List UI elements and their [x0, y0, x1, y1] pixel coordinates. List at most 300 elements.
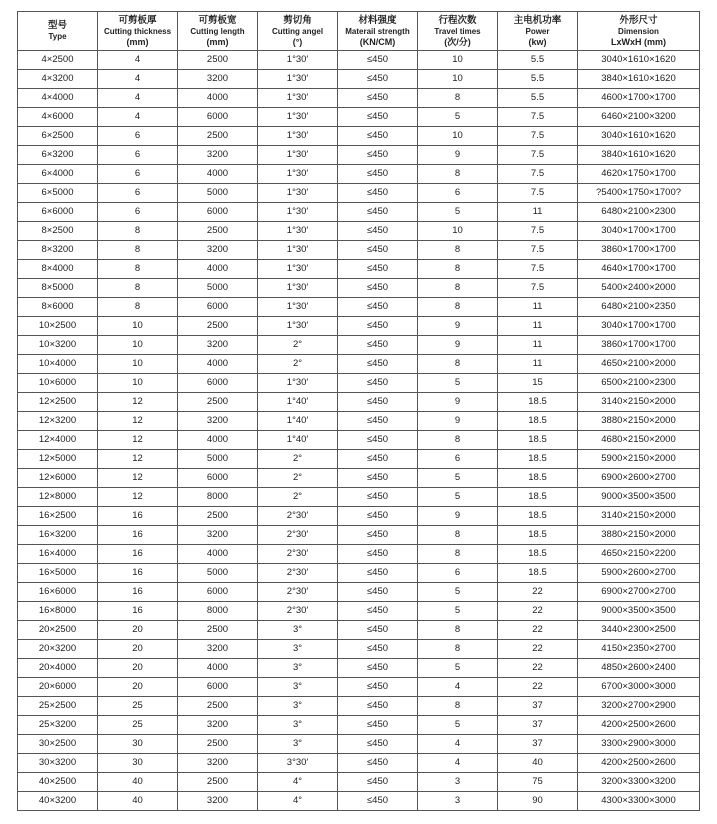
cell-cutting-length: 3200: [178, 241, 258, 260]
cell-cutting-thickness: 16: [98, 602, 178, 621]
table-row: [18, 792, 700, 811]
cell-travel-times: 5: [418, 602, 498, 621]
cell-cutting-length: 2500: [178, 735, 258, 754]
cell-cutting-length: 4000: [178, 659, 258, 678]
cell-cutting-length: 2500: [178, 393, 258, 412]
cell-material-strength: ≤450: [338, 735, 418, 754]
cell-cutting-angle: 3°: [258, 640, 338, 659]
cell-type: 4×2500: [18, 51, 98, 70]
cell-dimension: 3860×1700×1700: [578, 336, 700, 355]
header-cutting-angle-en: Cutting angel: [271, 26, 324, 36]
cell-material-strength: ≤450: [338, 564, 418, 583]
cell-power: 22: [498, 678, 578, 697]
cell-travel-times: 10: [418, 222, 498, 241]
cell-cutting-thickness: 16: [98, 545, 178, 564]
table-header: [18, 12, 700, 51]
table-row: [18, 317, 700, 336]
table-row: [18, 241, 700, 260]
cell-travel-times: 8: [418, 279, 498, 298]
cell-cutting-thickness: 16: [98, 564, 178, 583]
cell-material-strength: ≤450: [338, 412, 418, 431]
cell-type: 16×3200: [18, 526, 98, 545]
cell-power: 37: [498, 716, 578, 735]
cell-cutting-angle: 4°: [258, 773, 338, 792]
cell-power: 18.5: [498, 431, 578, 450]
header-power-en: Power: [525, 26, 550, 36]
cell-cutting-angle: 2°: [258, 336, 338, 355]
table-row: [18, 488, 700, 507]
cell-cutting-thickness: 20: [98, 621, 178, 640]
cell-dimension: 4150×2350×2700: [578, 640, 700, 659]
cell-travel-times: 8: [418, 298, 498, 317]
cell-dimension: 4620×1750×1700: [578, 165, 700, 184]
cell-cutting-angle: 1°30′: [258, 70, 338, 89]
table-row: [18, 469, 700, 488]
cell-cutting-angle: 1°30′: [258, 279, 338, 298]
cell-cutting-length: 4000: [178, 260, 258, 279]
table-row: [18, 716, 700, 735]
table-row: [18, 602, 700, 621]
table-row: [18, 70, 700, 89]
cell-travel-times: 8: [418, 355, 498, 374]
cell-dimension: 3840×1610×1620: [578, 70, 700, 89]
cell-travel-times: 6: [418, 564, 498, 583]
cell-dimension: 3140×2150×2000: [578, 507, 700, 526]
header-cutting-thickness-unit: (mm): [126, 36, 149, 47]
cell-power: 18.5: [498, 393, 578, 412]
cell-power: 5.5: [498, 89, 578, 108]
cell-cutting-angle: 2°30′: [258, 526, 338, 545]
cell-travel-times: 9: [418, 393, 498, 412]
cell-material-strength: ≤450: [338, 165, 418, 184]
cell-type: 16×6000: [18, 583, 98, 602]
cell-material-strength: ≤450: [338, 583, 418, 602]
cell-type: 20×2500: [18, 621, 98, 640]
cell-cutting-thickness: 6: [98, 184, 178, 203]
header-cutting-angle-unit: (°): [292, 36, 303, 47]
cell-cutting-angle: 1°30′: [258, 222, 338, 241]
cell-cutting-length: 4000: [178, 89, 258, 108]
header-power-zh: 主电机功率: [513, 14, 562, 26]
cell-travel-times: 6: [418, 450, 498, 469]
cell-travel-times: 6: [418, 184, 498, 203]
cell-material-strength: ≤450: [338, 203, 418, 222]
cell-cutting-thickness: 6: [98, 146, 178, 165]
cell-power: 18.5: [498, 450, 578, 469]
table-row: [18, 336, 700, 355]
cell-travel-times: 8: [418, 621, 498, 640]
table-row: [18, 773, 700, 792]
cell-cutting-thickness: 25: [98, 716, 178, 735]
cell-cutting-thickness: 16: [98, 583, 178, 602]
cell-cutting-thickness: 40: [98, 792, 178, 811]
cell-power: 7.5: [498, 241, 578, 260]
cell-type: 12×4000: [18, 431, 98, 450]
cell-travel-times: 9: [418, 146, 498, 165]
cell-cutting-thickness: 8: [98, 260, 178, 279]
cell-type: 10×2500: [18, 317, 98, 336]
cell-cutting-angle: 3°: [258, 678, 338, 697]
cell-dimension: 4200×2500×2600: [578, 716, 700, 735]
cell-material-strength: ≤450: [338, 621, 418, 640]
cell-material-strength: ≤450: [338, 393, 418, 412]
table-row: [18, 393, 700, 412]
cell-power: 22: [498, 659, 578, 678]
header-power: [498, 12, 578, 51]
cell-type: 6×5000: [18, 184, 98, 203]
cell-travel-times: 8: [418, 526, 498, 545]
cell-material-strength: ≤450: [338, 526, 418, 545]
cell-travel-times: 5: [418, 108, 498, 127]
cell-cutting-angle: 4°: [258, 792, 338, 811]
cell-cutting-length: 5000: [178, 184, 258, 203]
table-row: [18, 146, 700, 165]
cell-power: 37: [498, 735, 578, 754]
header-power-unit: (kw): [528, 36, 547, 47]
cell-cutting-length: 2500: [178, 507, 258, 526]
cell-type: 20×3200: [18, 640, 98, 659]
cell-type: 40×2500: [18, 773, 98, 792]
table-row: [18, 583, 700, 602]
cell-dimension: 6480×2100×2350: [578, 298, 700, 317]
cell-travel-times: 8: [418, 89, 498, 108]
cell-cutting-thickness: 8: [98, 241, 178, 260]
cell-cutting-thickness: 12: [98, 412, 178, 431]
cell-power: 75: [498, 773, 578, 792]
cell-power: 11: [498, 336, 578, 355]
cell-cutting-thickness: 10: [98, 317, 178, 336]
cell-cutting-thickness: 30: [98, 735, 178, 754]
cell-cutting-length: 6000: [178, 108, 258, 127]
cell-dimension: 3200×2700×2900: [578, 697, 700, 716]
cell-type: 12×5000: [18, 450, 98, 469]
cell-power: 18.5: [498, 412, 578, 431]
header-dimension-en: Dimension: [618, 26, 659, 36]
header-dimension-unit: LxWxH (mm): [610, 36, 666, 47]
cell-travel-times: 8: [418, 697, 498, 716]
table-row: [18, 735, 700, 754]
cell-cutting-thickness: 4: [98, 108, 178, 127]
header-material-strength-unit: (KN/CM): [359, 36, 396, 47]
cell-type: 20×6000: [18, 678, 98, 697]
cell-cutting-thickness: 40: [98, 773, 178, 792]
cell-material-strength: ≤450: [338, 108, 418, 127]
cell-cutting-angle: 3°: [258, 716, 338, 735]
cell-power: 7.5: [498, 108, 578, 127]
cell-cutting-length: 6000: [178, 469, 258, 488]
cell-dimension: ?5400×1750×1700?: [578, 184, 700, 203]
cell-cutting-thickness: 16: [98, 526, 178, 545]
cell-cutting-angle: 1°30′: [258, 241, 338, 260]
cell-cutting-length: 2500: [178, 317, 258, 336]
cell-cutting-angle: 2°30′: [258, 564, 338, 583]
cell-type: 16×2500: [18, 507, 98, 526]
cell-type: 4×3200: [18, 70, 98, 89]
cell-material-strength: ≤450: [338, 792, 418, 811]
cell-power: 5.5: [498, 51, 578, 70]
cell-cutting-angle: 1°40′: [258, 412, 338, 431]
cell-type: 4×4000: [18, 89, 98, 108]
cell-cutting-thickness: 10: [98, 355, 178, 374]
cell-cutting-thickness: 20: [98, 678, 178, 697]
header-row: [18, 12, 700, 51]
header-cutting-angle: [258, 12, 338, 51]
cell-type: 6×2500: [18, 127, 98, 146]
cell-cutting-angle: 1°30′: [258, 146, 338, 165]
table-row: [18, 545, 700, 564]
cell-cutting-length: 2500: [178, 697, 258, 716]
cell-cutting-length: 8000: [178, 488, 258, 507]
header-travel-times: [418, 12, 498, 51]
cell-power: 11: [498, 355, 578, 374]
cell-cutting-thickness: 12: [98, 469, 178, 488]
cell-power: 18.5: [498, 507, 578, 526]
cell-power: 15: [498, 374, 578, 393]
cell-travel-times: 5: [418, 469, 498, 488]
table-row: [18, 279, 700, 298]
cell-cutting-thickness: 25: [98, 697, 178, 716]
cell-dimension: 4680×2150×2000: [578, 431, 700, 450]
cell-material-strength: ≤450: [338, 70, 418, 89]
cell-cutting-angle: 1°30′: [258, 127, 338, 146]
cell-material-strength: ≤450: [338, 716, 418, 735]
cell-power: 37: [498, 697, 578, 716]
cell-cutting-angle: 1°30′: [258, 374, 338, 393]
cell-cutting-angle: 1°40′: [258, 393, 338, 412]
cell-cutting-thickness: 8: [98, 279, 178, 298]
cell-cutting-angle: 1°30′: [258, 165, 338, 184]
table-row: [18, 260, 700, 279]
cell-material-strength: ≤450: [338, 279, 418, 298]
table-row: [18, 507, 700, 526]
cell-dimension: 4200×2500×2600: [578, 754, 700, 773]
cell-power: 22: [498, 602, 578, 621]
cell-cutting-thickness: 12: [98, 488, 178, 507]
cell-type: 4×6000: [18, 108, 98, 127]
cell-cutting-length: 6000: [178, 678, 258, 697]
table-row: [18, 127, 700, 146]
cell-material-strength: ≤450: [338, 545, 418, 564]
cell-cutting-thickness: 12: [98, 450, 178, 469]
cell-type: 8×2500: [18, 222, 98, 241]
cell-power: 22: [498, 621, 578, 640]
cell-power: 7.5: [498, 127, 578, 146]
cell-dimension: 3040×1610×1620: [578, 127, 700, 146]
cell-material-strength: ≤450: [338, 450, 418, 469]
cell-cutting-length: 5000: [178, 450, 258, 469]
cell-dimension: 4850×2600×2400: [578, 659, 700, 678]
table-row: [18, 108, 700, 127]
cell-dimension: 3440×2300×2500: [578, 621, 700, 640]
cell-dimension: 5900×2150×2000: [578, 450, 700, 469]
cell-power: 18.5: [498, 488, 578, 507]
cell-cutting-thickness: 20: [98, 640, 178, 659]
cell-dimension: 6460×2100×3200: [578, 108, 700, 127]
cell-travel-times: 9: [418, 336, 498, 355]
cell-material-strength: ≤450: [338, 374, 418, 393]
cell-cutting-angle: 1°40′: [258, 431, 338, 450]
cell-type: 30×3200: [18, 754, 98, 773]
table-row: [18, 697, 700, 716]
cell-material-strength: ≤450: [338, 336, 418, 355]
cell-material-strength: ≤450: [338, 146, 418, 165]
cell-material-strength: ≤450: [338, 773, 418, 792]
cell-travel-times: 9: [418, 412, 498, 431]
cell-dimension: 4300×3300×3000: [578, 792, 700, 811]
cell-travel-times: 8: [418, 431, 498, 450]
cell-cutting-angle: 3°30′: [258, 754, 338, 773]
table-row: [18, 564, 700, 583]
cell-cutting-thickness: 4: [98, 70, 178, 89]
cell-type: 40×3200: [18, 792, 98, 811]
cell-type: 30×2500: [18, 735, 98, 754]
cell-dimension: 3880×2150×2000: [578, 412, 700, 431]
header-dimension: [578, 12, 700, 51]
cell-dimension: 3840×1610×1620: [578, 146, 700, 165]
cell-material-strength: ≤450: [338, 754, 418, 773]
cell-cutting-angle: 2°30′: [258, 583, 338, 602]
spec-table: [17, 11, 700, 811]
table-row: [18, 203, 700, 222]
cell-type: 12×8000: [18, 488, 98, 507]
cell-cutting-angle: 2°30′: [258, 545, 338, 564]
cell-power: 90: [498, 792, 578, 811]
cell-dimension: 6900×2700×2700: [578, 583, 700, 602]
cell-cutting-length: 4000: [178, 355, 258, 374]
cell-dimension: 3300×2900×3000: [578, 735, 700, 754]
cell-material-strength: ≤450: [338, 488, 418, 507]
cell-material-strength: ≤450: [338, 184, 418, 203]
cell-cutting-length: 2500: [178, 222, 258, 241]
cell-cutting-length: 3200: [178, 70, 258, 89]
header-material-strength-en: Materail strength: [345, 26, 410, 36]
cell-travel-times: 4: [418, 735, 498, 754]
cell-cutting-angle: 1°30′: [258, 317, 338, 336]
cell-cutting-thickness: 30: [98, 754, 178, 773]
header-cutting-length-zh: 可剪板宽: [198, 14, 237, 26]
cell-cutting-length: 3200: [178, 146, 258, 165]
cell-cutting-angle: 1°30′: [258, 51, 338, 70]
cell-travel-times: 8: [418, 545, 498, 564]
cell-power: 18.5: [498, 526, 578, 545]
cell-power: 7.5: [498, 165, 578, 184]
cell-power: 11: [498, 298, 578, 317]
cell-material-strength: ≤450: [338, 298, 418, 317]
cell-dimension: 3860×1700×1700: [578, 241, 700, 260]
cell-travel-times: 8: [418, 165, 498, 184]
cell-material-strength: ≤450: [338, 678, 418, 697]
cell-power: 40: [498, 754, 578, 773]
table-body: [18, 51, 700, 811]
cell-travel-times: 4: [418, 754, 498, 773]
cell-dimension: 3140×2150×2000: [578, 393, 700, 412]
cell-type: 12×2500: [18, 393, 98, 412]
cell-material-strength: ≤450: [338, 602, 418, 621]
header-dimension-zh: 外形尺寸: [619, 14, 658, 26]
cell-cutting-length: 6000: [178, 298, 258, 317]
cell-material-strength: ≤450: [338, 469, 418, 488]
cell-type: 25×3200: [18, 716, 98, 735]
header-cutting-length-unit: (mm): [206, 36, 229, 47]
cell-dimension: 6700×3000×3000: [578, 678, 700, 697]
cell-power: 18.5: [498, 469, 578, 488]
cell-cutting-angle: 2°: [258, 450, 338, 469]
cell-cutting-angle: 2°30′: [258, 507, 338, 526]
cell-type: 6×6000: [18, 203, 98, 222]
cell-cutting-length: 3200: [178, 754, 258, 773]
cell-power: 7.5: [498, 146, 578, 165]
cell-material-strength: ≤450: [338, 640, 418, 659]
cell-cutting-length: 3200: [178, 336, 258, 355]
cell-travel-times: 5: [418, 659, 498, 678]
cell-travel-times: 10: [418, 127, 498, 146]
cell-material-strength: ≤450: [338, 431, 418, 450]
cell-travel-times: 3: [418, 792, 498, 811]
cell-cutting-length: 8000: [178, 602, 258, 621]
cell-travel-times: 3: [418, 773, 498, 792]
cell-cutting-angle: 3°: [258, 659, 338, 678]
cell-type: 10×3200: [18, 336, 98, 355]
cell-cutting-angle: 2°: [258, 469, 338, 488]
cell-cutting-length: 3200: [178, 716, 258, 735]
cell-cutting-length: 3200: [178, 412, 258, 431]
cell-cutting-length: 3200: [178, 640, 258, 659]
cell-cutting-angle: 3°: [258, 735, 338, 754]
cell-power: 7.5: [498, 184, 578, 203]
table-row: [18, 450, 700, 469]
cell-material-strength: ≤450: [338, 51, 418, 70]
cell-dimension: 4650×2150×2200: [578, 545, 700, 564]
cell-power: 18.5: [498, 564, 578, 583]
cell-cutting-thickness: 10: [98, 374, 178, 393]
cell-cutting-angle: 3°: [258, 697, 338, 716]
table-row: [18, 640, 700, 659]
table-row: [18, 51, 700, 70]
cell-type: 16×4000: [18, 545, 98, 564]
cell-material-strength: ≤450: [338, 659, 418, 678]
cell-cutting-angle: 3°: [258, 621, 338, 640]
header-material-strength-zh: 材料强度: [358, 14, 397, 26]
table-row: [18, 678, 700, 697]
cell-type: 8×6000: [18, 298, 98, 317]
cell-cutting-length: 2500: [178, 621, 258, 640]
table-row: [18, 222, 700, 241]
header-cutting-thickness: [98, 12, 178, 51]
cell-cutting-angle: 1°30′: [258, 203, 338, 222]
cell-material-strength: ≤450: [338, 89, 418, 108]
header-material-strength: [338, 12, 418, 51]
cell-cutting-length: 2500: [178, 51, 258, 70]
cell-cutting-angle: 1°30′: [258, 298, 338, 317]
cell-cutting-length: 2500: [178, 773, 258, 792]
cell-cutting-length: 6000: [178, 374, 258, 393]
cell-cutting-length: 5000: [178, 279, 258, 298]
cell-cutting-thickness: 20: [98, 659, 178, 678]
cell-cutting-thickness: 6: [98, 127, 178, 146]
cell-travel-times: 10: [418, 51, 498, 70]
cell-cutting-thickness: 6: [98, 165, 178, 184]
cell-cutting-thickness: 6: [98, 203, 178, 222]
cell-travel-times: 5: [418, 716, 498, 735]
cell-dimension: 3880×2150×2000: [578, 526, 700, 545]
cell-type: 10×4000: [18, 355, 98, 374]
cell-type: 16×5000: [18, 564, 98, 583]
cell-material-strength: ≤450: [338, 697, 418, 716]
cell-material-strength: ≤450: [338, 260, 418, 279]
table-row: [18, 431, 700, 450]
cell-dimension: 6500×2100×2300: [578, 374, 700, 393]
table-row: [18, 412, 700, 431]
